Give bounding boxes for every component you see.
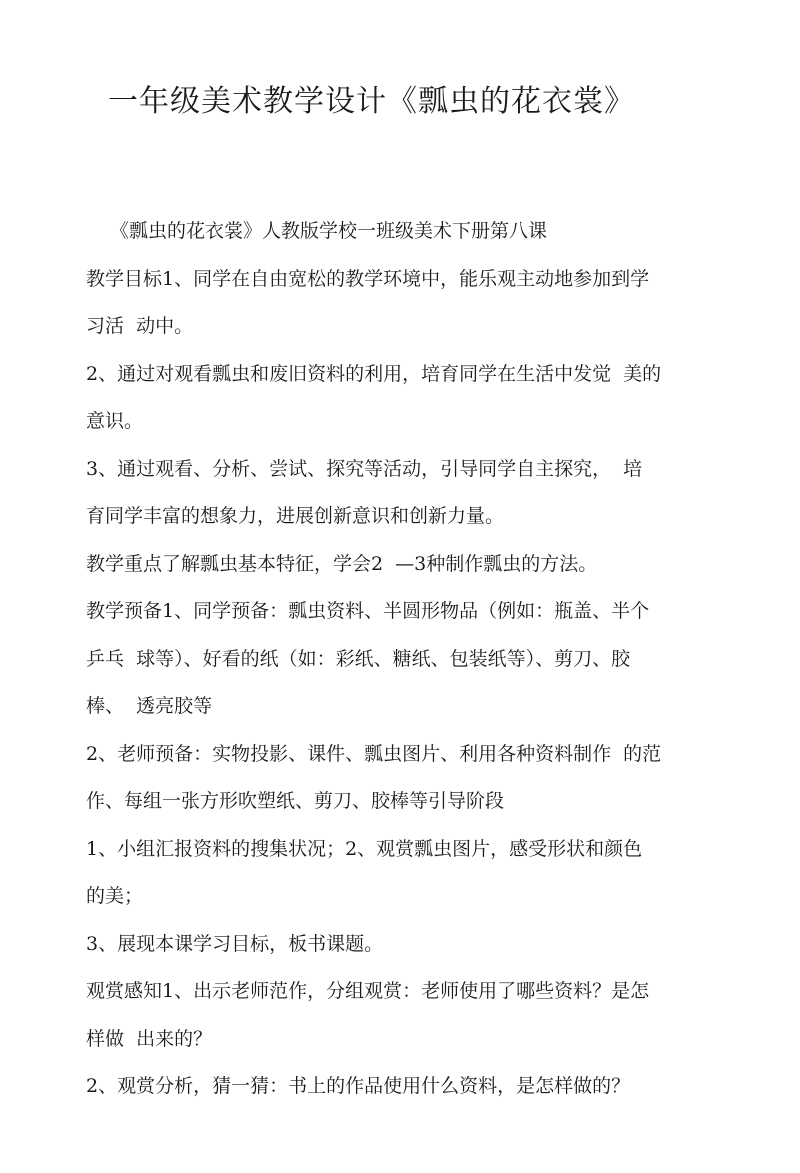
paragraph-line: 的美； [86,885,144,907]
paragraph-line: 教学目标1、同学在自由宽松的教学环境中，能乐观主动地参加到学 [86,267,650,290]
paragraph-line: 2、老师预备：实物投影、课件、瓢虫图片、利用各种资料制作 的范 [86,742,662,765]
paragraph-line: 样做 出来的？ [86,1027,213,1050]
paragraph-line: 教学预备1、同学预备：瓢虫资料、半圆形物品（例如：瓶盖、半个 [86,600,650,622]
paragraph-line: 意识。 [86,410,144,432]
document-body [86,208,726,1111]
paragraph-line: 棒、 透亮胶等 [86,695,213,717]
paragraph-line: 观赏感知1、出示老师范作，分组观赏：老师使用了哪些资料？是怎 [86,980,650,1002]
paragraph-line: 《瓢虫的花衣裳》人教版学校一班级美术下册第八课 [110,220,548,242]
paragraph-line: 习活 动中。 [86,315,194,337]
paragraph-line: 3、展现本课学习目标，板书课题。 [86,932,384,955]
paragraph-line: 3、通过观看、分析、尝试、探究等活动，引导同学自主探究， 培 [86,457,643,480]
paragraph-line: 育同学丰富的想象力，进展创新意识和创新力量。 [86,505,505,527]
paragraph-line: 乒乓 球等）、好看的纸（如：彩纸、糖纸、包装纸等）、剪刀、胶 [86,647,631,670]
paragraph-line: 作、每组一张方形吹塑纸、剪刀、胶棒等引导阶段 [86,790,505,812]
paragraph-line: 教学重点了解瓢虫基本特征，学会2 —3种制作瓢虫的方法。 [86,552,598,575]
paragraph-line: 2、通过对观看瓢虫和废旧资料的利用，培育同学在生活中发觉 美的 [86,362,662,385]
paragraph-line: 1、小组汇报资料的搜集状况；2、观赏瓢虫图片，感受形状和颜色 [86,837,643,860]
paragraph-line: 2、观赏分析，猜一猜：书上的作品使用什么资料，是怎样做的？ [86,1075,631,1097]
document-title: 一年级美术教学设计《瓢虫的花衣裳》 [108,84,635,119]
